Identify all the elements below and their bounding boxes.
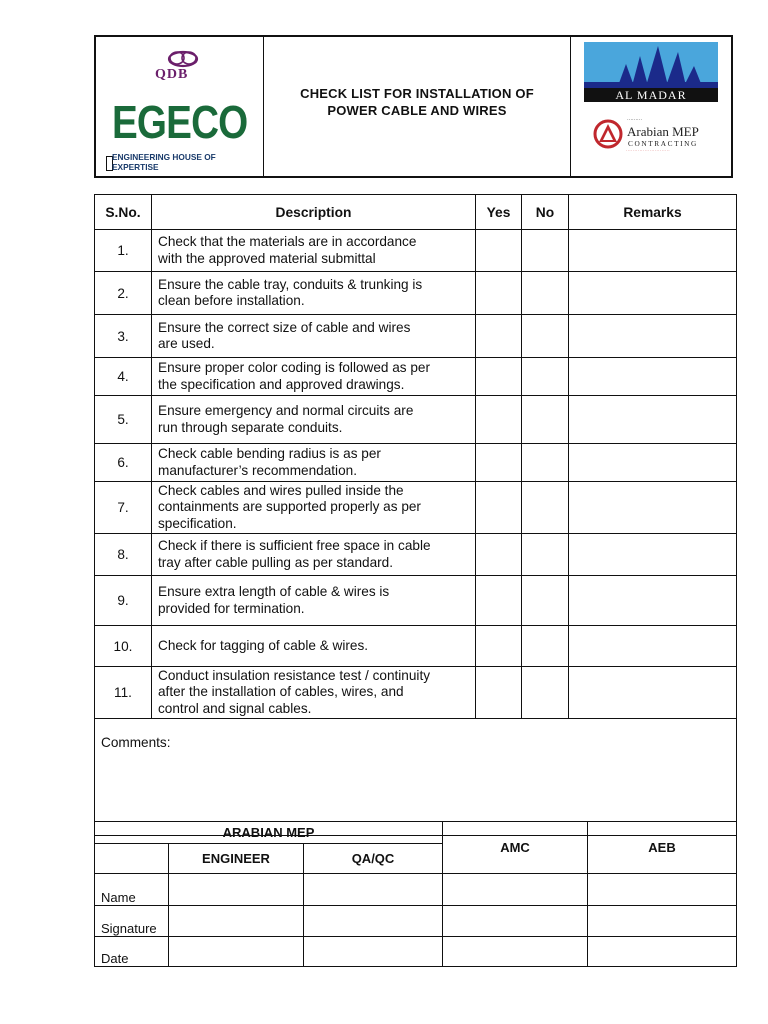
description-line: Check if there is sufficient free space in cable — [158, 538, 431, 553]
comments-field[interactable] — [95, 719, 737, 836]
description-line: after the installation of cables, wires, and — [158, 684, 404, 700]
document-header — [94, 35, 733, 178]
aeb-name-field[interactable] — [588, 874, 737, 906]
yes-checkbox-cell[interactable] — [476, 272, 522, 315]
description-line: clean before installation. — [158, 293, 305, 308]
remarks-field[interactable] — [569, 482, 737, 534]
title-line-1: CHECK LIST FOR INSTALLATION OF — [300, 85, 534, 101]
checklist-row — [95, 576, 737, 626]
checklist-row — [95, 272, 737, 315]
yes-checkbox-cell[interactable] — [476, 667, 522, 719]
amc-date-field[interactable] — [443, 937, 588, 967]
row-label-signature: Signature — [95, 906, 169, 937]
yes-checkbox-cell[interactable] — [476, 396, 522, 444]
row-label-date: Date — [95, 937, 169, 967]
description-line: Conduct insulation resistance test / continuity — [158, 667, 431, 683]
header-remarks: Remarks — [569, 195, 737, 230]
no-checkbox-cell[interactable] — [522, 230, 569, 272]
arabic-text-line: ········· — [627, 117, 642, 123]
arabian-mep-emblem-icon — [593, 119, 623, 149]
engineer-date-field[interactable] — [169, 937, 304, 967]
row-number: 2. — [95, 272, 152, 315]
description-line: the specification and approved drawings. — [158, 376, 405, 392]
remarks-field[interactable] — [569, 396, 737, 444]
row-description — [152, 230, 476, 272]
yes-checkbox-cell[interactable] — [476, 576, 522, 626]
arabian-mep-logo — [593, 117, 723, 159]
header-title-cell — [264, 37, 571, 176]
signoff-date-row — [95, 937, 737, 967]
row-number: 10. — [95, 626, 152, 667]
arabian-mep-contracting: CONTRACTING — [628, 139, 698, 148]
row-number: 6. — [95, 444, 152, 482]
egeco-logo: EGECO — [112, 96, 248, 148]
remarks-field[interactable] — [569, 534, 737, 576]
remarks-field[interactable] — [569, 626, 737, 667]
comments-label: Comments: — [101, 735, 171, 750]
arabian-mep-name: Arabian MEP — [627, 124, 699, 139]
checklist-row — [95, 667, 737, 719]
engineer-signature-field[interactable] — [169, 906, 304, 937]
row-description — [152, 482, 476, 534]
qaqc-name-field[interactable] — [304, 874, 443, 906]
checklist-row — [95, 444, 737, 482]
row-description — [152, 576, 476, 626]
checklist-row — [95, 396, 737, 444]
description-line: containments are supported properly as per — [158, 499, 421, 515]
no-checkbox-cell[interactable] — [522, 396, 569, 444]
signoff-name-row — [95, 874, 737, 906]
no-checkbox-cell[interactable] — [522, 358, 569, 396]
arabian-mep-heading: ARABIAN MEP — [95, 822, 443, 844]
description-line: Ensure extra length of cable & wires is — [158, 584, 390, 599]
signoff-table — [94, 821, 737, 967]
table-header-row — [95, 195, 737, 230]
header-yes: Yes — [476, 195, 522, 230]
engineer-name-field[interactable] — [169, 874, 304, 906]
remarks-field[interactable] — [569, 358, 737, 396]
aeb-heading: AEB — [588, 822, 737, 874]
description-line: Ensure emergency and normal circuits are — [158, 403, 414, 418]
aeb-signature-field[interactable] — [588, 906, 737, 937]
no-checkbox-cell[interactable] — [522, 315, 569, 358]
description-line: Ensure proper color coding is followed as per — [158, 360, 431, 375]
description-line: Check cable bending radius is as per — [158, 446, 381, 461]
description-line: run through separate conduits. — [158, 419, 343, 435]
arabian-mep-grade-line: ·························· — [626, 149, 671, 153]
checklist-row — [95, 626, 737, 667]
description-line: Check cables and wires pulled inside the — [158, 482, 404, 498]
description-line: Ensure the correct size of cable and wires — [158, 319, 411, 335]
description-line: manufacturer’s recommendation. — [158, 462, 357, 478]
yes-checkbox-cell[interactable] — [476, 315, 522, 358]
yes-checkbox-cell[interactable] — [476, 444, 522, 482]
row-number: 5. — [95, 396, 152, 444]
description-line: with the approved material submittal — [158, 250, 376, 266]
row-number: 7. — [95, 482, 152, 534]
amc-heading: AMC — [443, 822, 588, 874]
comments-row — [95, 719, 737, 836]
row-description — [152, 444, 476, 482]
al-madar-label: AL MADAR — [584, 88, 718, 102]
page-title — [300, 85, 534, 119]
engineer-heading: ENGINEER — [169, 844, 304, 874]
yes-checkbox-cell[interactable] — [476, 482, 522, 534]
amc-name-field[interactable] — [443, 874, 588, 906]
header-right-logos — [571, 37, 731, 176]
remarks-field[interactable] — [569, 444, 737, 482]
remarks-field[interactable] — [569, 576, 737, 626]
header-description: Description — [152, 195, 476, 230]
qaqc-date-field[interactable] — [304, 937, 443, 967]
row-label-name: Name — [95, 874, 169, 906]
yes-checkbox-cell[interactable] — [476, 626, 522, 667]
buildings-icon — [584, 42, 718, 88]
qdb-logo-text: QDB — [155, 67, 189, 82]
no-checkbox-cell[interactable] — [522, 272, 569, 315]
yes-checkbox-cell[interactable] — [476, 358, 522, 396]
row-description — [152, 315, 476, 358]
description-line: Ensure the cable tray, conduits & trunking is — [158, 276, 423, 292]
no-checkbox-cell[interactable] — [522, 626, 569, 667]
row-number: 8. — [95, 534, 152, 576]
signoff-signature-row — [95, 906, 737, 937]
checklist-table — [94, 194, 737, 836]
qaqc-heading: QA/QC — [304, 844, 443, 874]
row-number: 11. — [95, 667, 152, 719]
no-checkbox-cell[interactable] — [522, 444, 569, 482]
description-line: are used. — [158, 336, 215, 351]
description-line: specification. — [158, 515, 237, 531]
description-line: Check that the materials are in accordance — [158, 234, 417, 249]
header-no: No — [522, 195, 569, 230]
yes-checkbox-cell[interactable] — [476, 534, 522, 576]
egeco-tagline: ENGINEERING HOUSE OF EXPERTISE — [112, 152, 216, 172]
title-line-2: POWER CABLE AND WIRES — [327, 102, 507, 118]
aeb-date-field[interactable] — [588, 937, 737, 967]
row-number: 9. — [95, 576, 152, 626]
blank-cell — [95, 844, 169, 874]
qdb-logo — [121, 49, 246, 93]
checklist-row — [95, 534, 737, 576]
header-sno: S.No. — [95, 195, 152, 230]
description-line: provided for termination. — [158, 600, 305, 616]
row-number: 4. — [95, 358, 152, 396]
amc-signature-field[interactable] — [443, 906, 588, 937]
no-checkbox-cell[interactable] — [522, 482, 569, 534]
row-description — [152, 534, 476, 576]
qaqc-signature-field[interactable] — [304, 906, 443, 937]
remarks-field[interactable] — [569, 272, 737, 315]
no-checkbox-cell[interactable] — [522, 667, 569, 719]
description-line: tray after cable pulling as per standard. — [158, 554, 394, 570]
al-madar-logo — [584, 42, 718, 100]
row-number: 1. — [95, 230, 152, 272]
checklist-row — [95, 358, 737, 396]
description-line: Check for tagging of cable & wires. — [158, 637, 369, 653]
row-description — [152, 667, 476, 719]
checklist-row — [95, 315, 737, 358]
yes-checkbox-cell[interactable] — [476, 230, 522, 272]
no-checkbox-cell[interactable] — [522, 534, 569, 576]
row-description — [152, 396, 476, 444]
remarks-field[interactable] — [569, 667, 737, 719]
checklist-row — [95, 482, 737, 534]
header-left-logos — [96, 37, 264, 176]
description-line: control and signal cables. — [158, 700, 312, 716]
signoff-group-row — [95, 822, 737, 844]
row-description — [152, 358, 476, 396]
row-description — [152, 626, 476, 667]
row-description — [152, 272, 476, 315]
row-number: 3. — [95, 315, 152, 358]
no-checkbox-cell[interactable] — [522, 576, 569, 626]
remarks-field[interactable] — [569, 230, 737, 272]
checklist-row — [95, 230, 737, 272]
remarks-field[interactable] — [569, 315, 737, 358]
